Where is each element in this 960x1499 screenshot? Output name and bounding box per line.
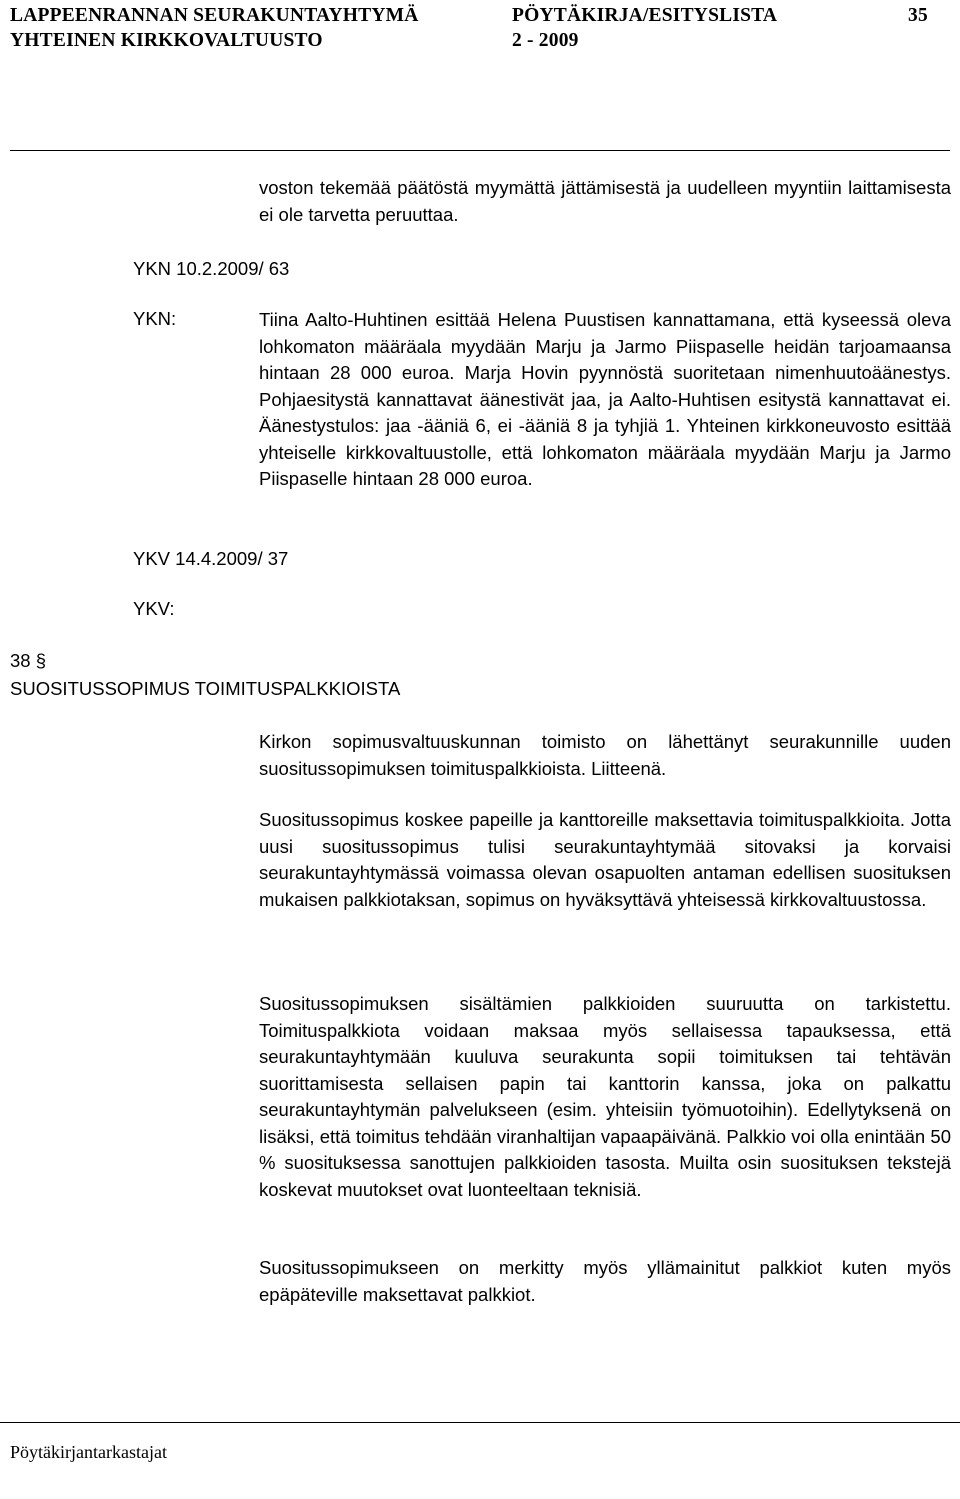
section-title: SUOSITUSSOPIMUS TOIMITUSPALKKIOISTA [10,678,401,699]
ykn-label: YKN: [133,308,177,329]
section-number: 38 § [10,650,47,671]
council-name: YHTEINEN KIRKKOVALTUUSTO [10,30,323,51]
ykv-meeting-reference: YKV 14.4.2009/ 37 [133,548,289,569]
section-paragraph-4: Suositussopimukseen on merkitty myös yllämainitut palkkiot kuten myös epäpäteville maksettavat palkkiot. [259,1257,951,1305]
page-number: 35 [908,5,928,26]
header-rule [10,150,950,151]
section-paragraph-3: Suositussopimuksen sisältämien palkkioiden suuruutta on tarkistettu. Toimituspalkkiota voidaan maksaa myös sellaisessa tapauksessa, että seurakuntayhtymään kuuluva seurakunta sopii toimituksen tai tehtävän suorittamisesta sellaisen papin tai kanttorin kanssa, joka on palkattu seurakuntayhtymän palvelukseen (esim. yhteisiin työmuotoihin). Edellytyksenä on lisäksi, että toimitus tehdään viranhaltijan vapaapäivänä. Palkkio voi olla enintään 50 % suosituksessa sanottujen palkkioiden tasosta. Muilta osin suosituksen tekstejä koskevat muutokset ovat luonteeltaan teknisiä. [259,993,951,1200]
footer-rule [0,1422,960,1423]
document-number: 2 - 2009 [512,30,579,51]
ykn-meeting-reference: YKN 10.2.2009/ 63 [133,258,290,279]
section-paragraph-2: Suositussopimus koskee papeille ja kanttoreille maksettavia toimituspalkkioita. Jotta uusi suositussopimus tulisi seurakuntayhtymää sitovaksi ja korvaisi seurakuntayhtymässä voimassa olevan osapuolten antaman edellisen suosituksen mukaisen palkkiotaksan, sopimus on hyväksyttävä yhteisessä kirkkovaltuustossa. [259,809,951,910]
footer-label: Pöytäkirjantarkastajat [10,1442,167,1462]
ykn-paragraph: Tiina Aalto-Huhtinen esittää Helena Puustisen kannattamana, että kyseessä oleva lohkomaton määräala myydään Marju ja Jarmo Piispaselle heidän tarjoamaansa hintaan 28 000 euroa. Marja Hovin pyynnöstä suoritetaan nimenhuutoäänestys. Pohjaesitystä kannattavat äänestivät jaa, ja Aalto-Huhtisen esitystä kannattavat ei. Äänestystulos: jaa -ääniä 6, ei -ääniä 8 ja tyhjiä 1. Yhteinen kirkkoneuvosto esittää yhteiselle kirkkovaltuustolle, että lohkomaton määräala myydään Marju ja Jarmo Piispaselle hintaan 28 000 euroa. [259,309,951,489]
continuation-paragraph: voston tekemää päätöstä myymättä jättämisestä ja uudelleen myyntiin laittamisesta ei ole tarvetta peruuttaa. [259,177,951,225]
ykv-label: YKV: [133,598,175,619]
org-name: LAPPEENRANNAN SEURAKUNTAYHTYMÄ [10,5,419,26]
document-type: PÖYTÄKIRJA/ESITYSLISTA [512,5,778,26]
section-paragraph-1: Kirkon sopimusvaltuuskunnan toimisto on lähettänyt seurakunnille uuden suositussopimuksen toimituspalkkioista. Liitteenä. [259,731,951,779]
